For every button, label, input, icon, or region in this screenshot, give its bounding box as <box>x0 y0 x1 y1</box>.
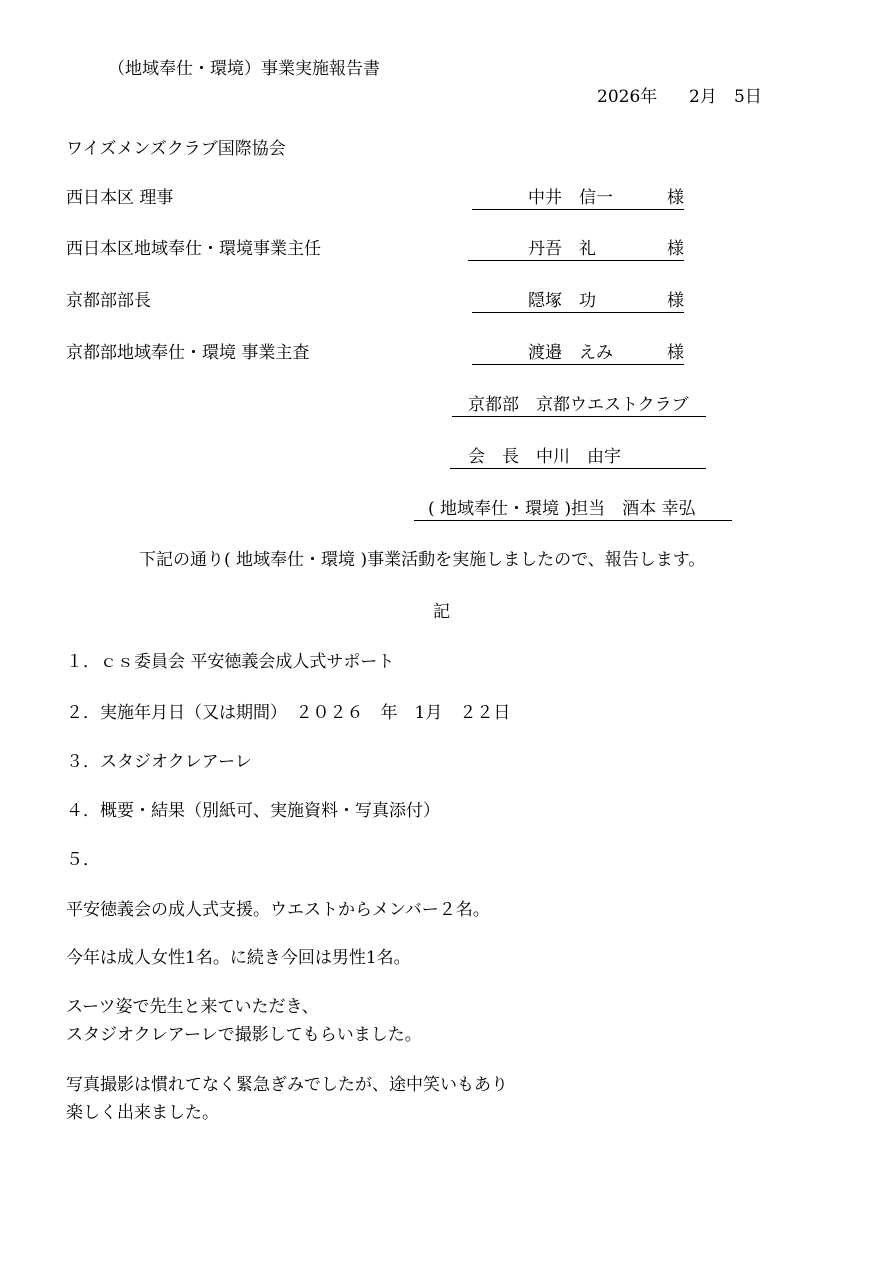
recipient-name: 隠塚 功 <box>528 291 596 311</box>
body-paragraph: スーツ姿で先生と来ていただき、 <box>66 997 319 1017</box>
recipient-name: 丹吾 礼 <box>528 239 596 259</box>
date-month: 2月 <box>689 87 717 107</box>
recipient-name: 渡邉 えみ <box>528 343 613 363</box>
body-paragraph: 平安徳義会の成人式支援。ウエストからメンバー２名。 <box>66 900 490 920</box>
item-1: １．ｃｓ委員会 平安徳義会成人式サポート <box>66 652 395 672</box>
sender-president: 会 長 中川 由宇 <box>450 446 706 469</box>
item-4: ４．概要・結果（別紙可、実施資料・写真添付） <box>66 801 440 821</box>
date-year: 2026年 <box>597 87 658 107</box>
recipient-name-line <box>468 238 684 261</box>
sender-person: ( 地域奉仕・環境 )担当 酒本 幸弘 <box>414 498 732 521</box>
recipient-name-line <box>472 290 684 313</box>
recipient-honorific: 様 <box>667 188 684 208</box>
sender-club: 京都部 京都ウエストクラブ <box>452 394 706 417</box>
body-paragraph: スタジオクレアーレで撮影してもらいました。 <box>66 1025 422 1045</box>
recipient-name: 中井 信一 <box>528 188 613 208</box>
item-2: ２．実施年月日（又は期間） ２０２６ 年 1月 ２２日 <box>66 703 511 723</box>
ki-heading: 記 <box>433 602 450 622</box>
organization-name: ワイズメンズクラブ国際協会 <box>66 139 286 159</box>
date-day: 5日 <box>734 87 762 107</box>
item-5: ５． <box>66 850 100 870</box>
recipient-role: 京都部部長 <box>66 291 151 311</box>
recipient-honorific: 様 <box>667 239 684 259</box>
body-paragraph: 今年は成人女性1名。に続き今回は男性1名。 <box>66 948 411 968</box>
item-3: ３．スタジオクレアーレ <box>66 752 252 772</box>
recipient-name-line <box>472 187 684 210</box>
recipient-honorific: 様 <box>667 343 684 363</box>
recipient-role: 京都部地域奉仕・環境 事業主査 <box>66 343 310 363</box>
recipient-name-line <box>472 342 684 365</box>
intro-text: 下記の通り( 地域奉仕・環境 )事業活動を実施しましたので、報告します。 <box>139 550 706 570</box>
body-paragraph: 楽しく出来ました。 <box>66 1103 219 1123</box>
recipient-role: 西日本区 理事 <box>66 188 174 208</box>
recipient-honorific: 様 <box>667 291 684 311</box>
report-title: （地域奉仕・環境）事業実施報告書 <box>108 59 380 79</box>
body-paragraph: 写真撮影は慣れてなく緊急ぎみでしたが、途中笑いもあり <box>66 1075 508 1095</box>
recipient-role: 西日本区地域奉仕・環境事業主任 <box>66 239 321 259</box>
